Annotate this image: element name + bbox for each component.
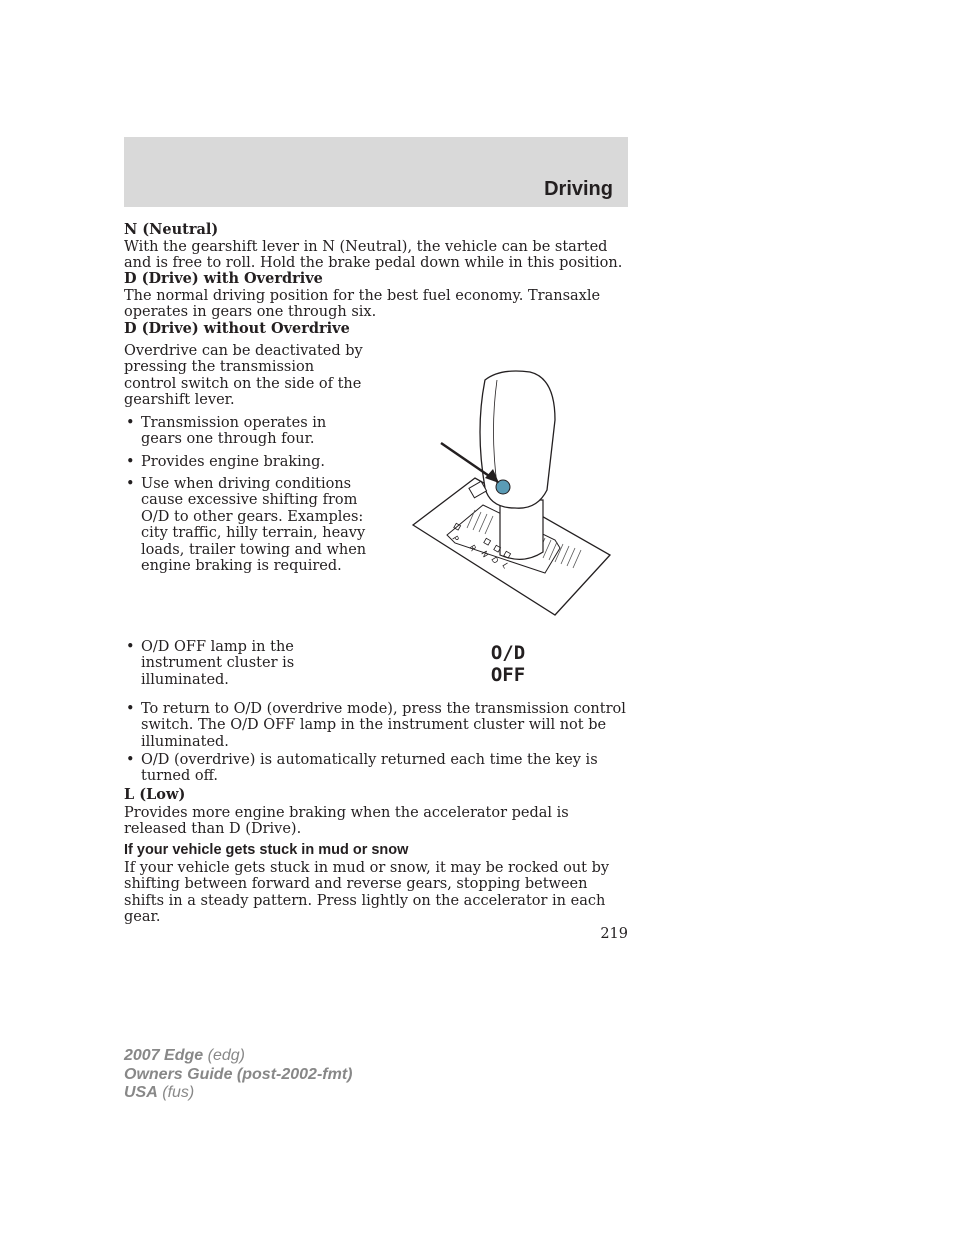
gear-letter-n: N (479, 549, 491, 560)
stuck-heading: If your vehicle gets stuck in mud or snow (124, 842, 409, 858)
footer-line-1 (124, 1047, 352, 1066)
list-item-text: O/D (overdrive) is automatically returned each time the key is turned off. (141, 752, 598, 785)
low-heading: L (Low) (124, 786, 186, 803)
drive-no-od-body: Overdrive can be deactivated by pressing the transmission control switch on the side of the gearshift lever. (124, 343, 363, 409)
list-item (124, 639, 369, 688)
stuck-body: If your vehicle gets stuck in mud or snow, it may be rocked out by shifting between forward and reverse gears, stopping between shifts in a steady pattern. Press lightly on the accelerator in each gear. (124, 860, 610, 926)
gear-letter-p: P (450, 534, 461, 544)
drive-od-heading: D (Drive) with Overdrive (124, 270, 323, 287)
low-body: Provides more engine braking when the accelerator pedal is released than D (Drive). (124, 805, 569, 838)
bullet-dot: • (126, 752, 135, 768)
list-item (124, 415, 369, 449)
list-item (124, 454, 369, 471)
list-item (124, 476, 369, 576)
list-item-text: Use when driving conditions cause excessive shifting from O/D to other gears. Examples: city traffic, hilly terrain, heavy loads, trailer towing and when engine braking is required. (141, 476, 367, 575)
footer-guide: Owners Guide (post-2002-fmt) (124, 1065, 353, 1083)
footer-market-code: (fus) (162, 1084, 195, 1101)
list-item-text: Provides engine braking. (141, 454, 326, 470)
footer-model: 2007 Edge (124, 1047, 204, 1064)
footer-model-code: (edg) (207, 1047, 245, 1064)
bullet-dot: • (126, 415, 135, 431)
footer-line-2 (124, 1066, 352, 1085)
gear-letter-l: L (500, 561, 511, 570)
gear-letter-r: R (467, 543, 478, 553)
footer-line-3 (124, 1084, 352, 1103)
drive-od-body: The normal driving position for the best fuel economy. Transaxle operates in gears one through six. (124, 288, 601, 321)
neutral-body: With the gearshift lever in N (Neutral), the vehicle can be started and is free to roll. Hold the brake pedal down while in this position. (124, 239, 623, 272)
footer-market: USA (124, 1084, 158, 1101)
list-item (124, 752, 628, 786)
list-item-text: Transmission operates in gears one through four. (141, 415, 327, 448)
gearshift-knob (480, 371, 555, 508)
bullet-dot: • (126, 454, 135, 470)
bullet-dot: • (126, 639, 135, 655)
section-header-bar (124, 137, 628, 207)
bullet-dot: • (126, 476, 135, 492)
gear-letter-d: D (489, 555, 501, 566)
page-number: 219 (600, 926, 628, 942)
section-title: Driving (544, 178, 613, 200)
document-footer (124, 1047, 352, 1103)
od-off-lamp-symbol (480, 642, 536, 686)
neutral-heading: N (Neutral) (124, 221, 219, 238)
gearshift-illustration (405, 360, 615, 620)
list-item-text: O/D OFF lamp in the instrument cluster is illuminated. (141, 639, 295, 688)
drive-no-od-heading: D (Drive) without Overdrive (124, 320, 350, 337)
list-item-text: To return to O/D (overdrive mode), press the transmission control switch. The O/D OFF lamp in the instrument cluster will not be illuminated. (141, 701, 626, 750)
od-lamp-line1: O/D (490, 642, 526, 664)
od-lamp-line2: OFF (490, 664, 526, 686)
bullet-dot: • (126, 701, 135, 717)
lever-stem (500, 500, 543, 559)
list-item (124, 701, 628, 751)
